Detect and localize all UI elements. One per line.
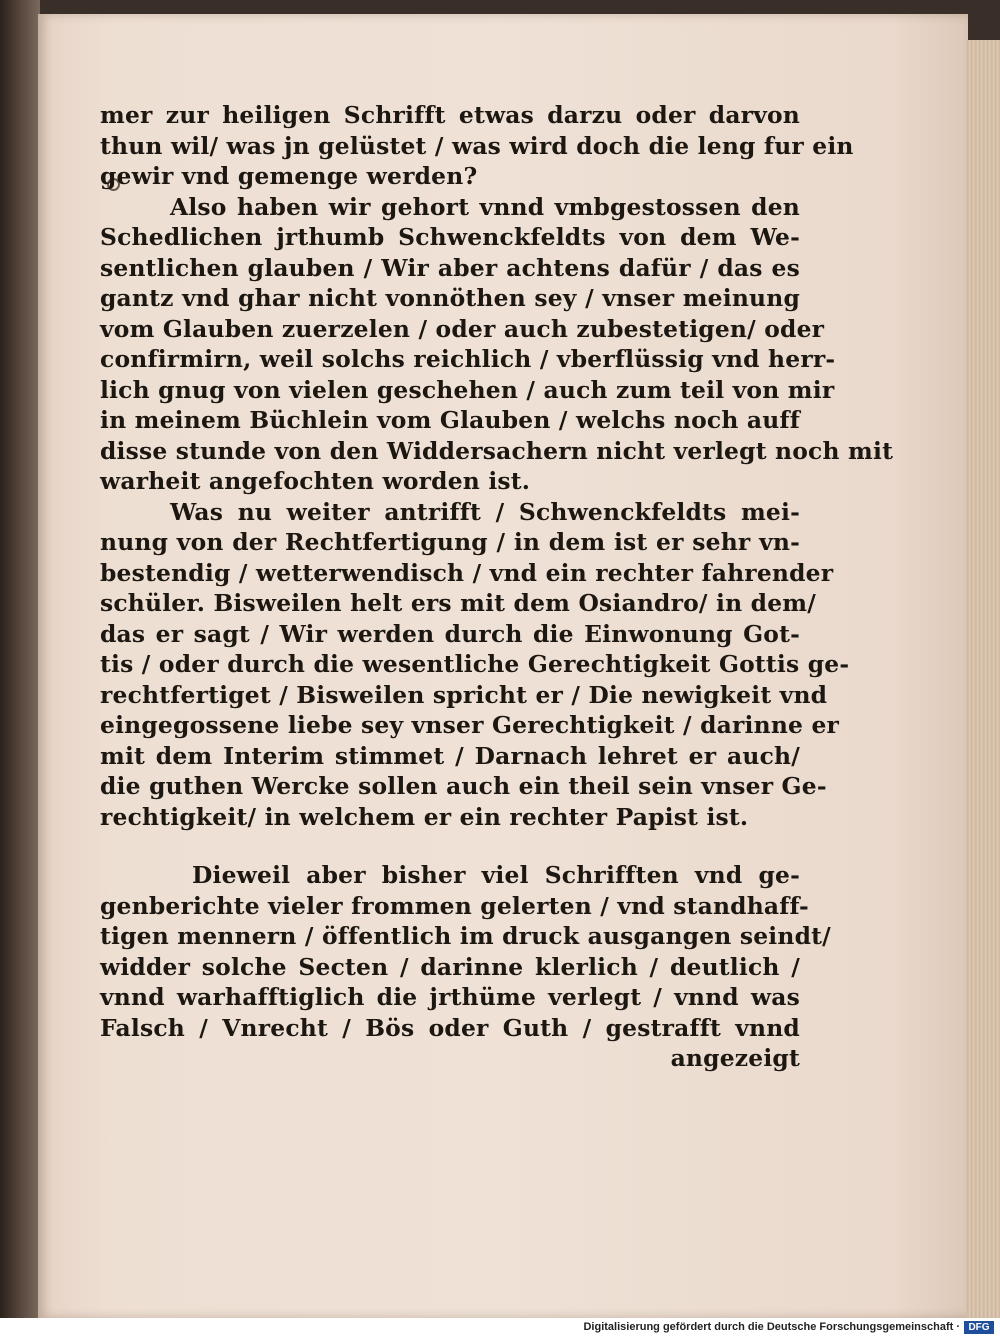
text-line: mer zur heiligen Schrifft etwas darzu oder darvon — [100, 101, 800, 129]
text-line: Also haben wir gehort vnnd vmbgestossen den — [170, 192, 800, 221]
text-line: genberichte vieler frommen gelerten / vnd standhaff- — [100, 891, 809, 920]
paragraph-3 — [100, 497, 850, 833]
book-spine-edge — [0, 0, 40, 1318]
dfg-logo-icon: DFG — [964, 1321, 994, 1334]
text-line: Dieweil aber bisher viel Schrifften vnd ge- — [192, 861, 800, 889]
text-line: gantz vnd ghar nicht vonnöthen sey / vnser meinung — [100, 284, 800, 312]
text-line: eingegossene liebe sey vnser Gerechtigkeit / darinne er — [100, 711, 840, 739]
text-line: rechtigkeit/ in welchem er ein rechter Papist ist. — [100, 802, 749, 831]
footer-bar — [0, 1318, 1000, 1338]
text-line: vom Glauben zuerzelen / oder auch zubestetigen/ oder — [100, 314, 825, 343]
page-stack-edge — [966, 40, 1000, 1318]
text-line: das er sagt / Wir werden durch die Einwonung Got- — [100, 619, 800, 648]
text-line: gewir vnd gemenge werden? — [100, 162, 478, 190]
text-line: in meinem Büchlein vom Glauben / welchs noch auff — [100, 406, 800, 434]
text-line: sentlichen glauben / Wir aber achtens dafür / das es — [100, 253, 800, 282]
text-line: rechtfertiget / Bisweilen spricht er / Die newigkeit vnd — [100, 680, 828, 709]
text-line: disse stunde von den Widdersachern nicht verlegt noch mit — [100, 436, 894, 465]
paragraph-1 — [100, 100, 854, 192]
text-line: thun wil/ was jn gelüstet / was wird doch die leng fur ein — [100, 131, 854, 160]
text-line: tigen mennern / öffentlich im druck ausgangen seindt/ — [100, 922, 831, 950]
text-line: vnnd warhafftiglich die jrthüme verlegt / vnnd was — [100, 983, 800, 1011]
funding-credit: Digitalisierung gefördert durch die Deutsche Forschungsgemeinschaft · — [583, 1321, 960, 1333]
text-line: Falsch / Vnrecht / Bös oder Guth / gestrafft vnnd — [100, 1013, 800, 1042]
text-line: lich gnug von vielen geschehen / auch zum teil von mir — [100, 375, 835, 404]
text-line: Was nu weiter antrifft / Schwenckfeldts mei- — [170, 497, 800, 526]
paragraph-gap — [100, 832, 800, 860]
text-line: die guthen Wercke sollen auch ein theil sein vnser Ge- — [100, 772, 827, 800]
text-line: warheit angefochten worden ist. — [100, 467, 531, 495]
text-line: nung von der Rechtfertigung / in dem ist er sehr vn- — [100, 528, 800, 556]
text-line: widder solche Secten / darinne klerlich / deutlich / — [100, 952, 800, 981]
text-line: bestendig / wetterwendisch / vnd ein rechter fahrender — [100, 558, 834, 587]
text-line: Schedlichen jrthumb Schwenckfeldts von dem We- — [100, 223, 800, 251]
text-line: confirmirn, weil solchs reichlich / vberflüssig vnd herr- — [100, 345, 836, 373]
catchword: angezeigt — [670, 1044, 800, 1072]
text-line: schüler. Bisweilen helt ers mit dem Osiandro/ in dem/ — [100, 589, 816, 617]
text-line: mit dem Interim stimmet / Darnach lehret er auch/ — [100, 741, 800, 770]
paragraph-2 — [100, 192, 894, 497]
paragraph-4 — [100, 860, 831, 1043]
page-text — [100, 100, 894, 1074]
text-line: tis / oder durch die wesentliche Gerechtigkeit Gottis ge- — [100, 650, 850, 678]
